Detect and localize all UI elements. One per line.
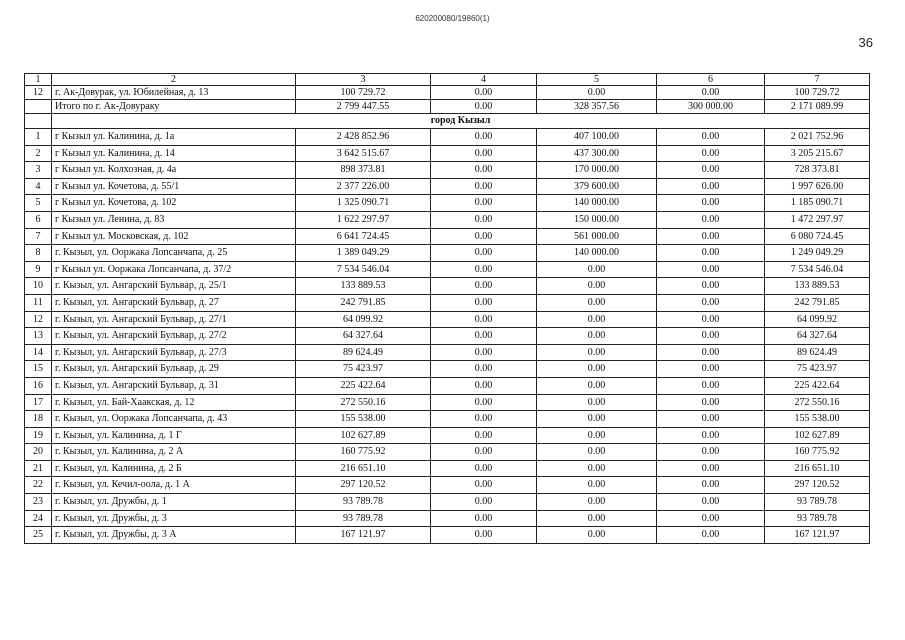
cell-col4: 0.00 [431, 278, 537, 295]
row-number: 8 [25, 245, 52, 262]
cell-col3: 64 327.64 [296, 328, 431, 345]
cell-col6: 0.00 [657, 361, 765, 378]
cell-col7: 102 627.89 [765, 427, 870, 444]
table-row [25, 527, 870, 544]
row-number: 1 [25, 129, 52, 146]
cell-col3: 6 641 724.45 [296, 228, 431, 245]
cell-col7: 216 651.10 [765, 460, 870, 477]
cell-col4: 0.00 [431, 477, 537, 494]
cell-col5: 0.00 [537, 527, 657, 544]
cell-col5: 0.00 [537, 361, 657, 378]
cell-col5: 0.00 [537, 394, 657, 411]
cell-col5: 437 300.00 [537, 145, 657, 162]
cell-col3: 133 889.53 [296, 278, 431, 295]
cell-col5: 0.00 [537, 311, 657, 328]
row-number: 10 [25, 278, 52, 295]
row-number [25, 100, 52, 114]
cell-col5: 0.00 [537, 261, 657, 278]
cell-col3: 102 627.89 [296, 427, 431, 444]
table-body [25, 74, 870, 544]
row-number: 13 [25, 328, 52, 345]
row-number: 3 [25, 162, 52, 179]
row-number: 11 [25, 294, 52, 311]
cell-col6: 0.00 [657, 261, 765, 278]
row-number: 21 [25, 460, 52, 477]
row-address: г. Кызыл, ул. Дружбы, д. 1 [52, 494, 296, 511]
cell-col5: 150 000.00 [537, 211, 657, 228]
cell-col4: 0.00 [431, 211, 537, 228]
row-number: 25 [25, 527, 52, 544]
total-col3: 2 799 447.55 [296, 100, 431, 114]
cell-col5: 0.00 [537, 328, 657, 345]
cell-col4: 0.00 [431, 86, 537, 100]
cell-col3: 1 325 090.71 [296, 195, 431, 212]
column-number-row [25, 74, 870, 86]
cell-col3: 75 423.97 [296, 361, 431, 378]
row-address: г Кызыл ул. Ооржака Лопсанчапа, д. 37/2 [52, 261, 296, 278]
cell-col7: 89 624.49 [765, 344, 870, 361]
row-number: 12 [25, 86, 52, 100]
table-row [25, 477, 870, 494]
cell-col5: 0.00 [537, 427, 657, 444]
cell-col4: 0.00 [431, 228, 537, 245]
cell-col6: 0.00 [657, 394, 765, 411]
row-number: 9 [25, 261, 52, 278]
table-row [25, 178, 870, 195]
cell-col7: 1 185 090.71 [765, 195, 870, 212]
cell-col7: 242 791.85 [765, 294, 870, 311]
column-number: 6 [657, 74, 765, 86]
row-address: г. Кызыл, ул. Ангарский Бульвар, д. 31 [52, 377, 296, 394]
cell-col7: 75 423.97 [765, 361, 870, 378]
cell-col5: 0.00 [537, 460, 657, 477]
cell-col3: 297 120.52 [296, 477, 431, 494]
row-address: г. Кызыл, ул. Ооржака Лопсанчапа, д. 43 [52, 411, 296, 428]
page-number: 36 [858, 35, 873, 50]
cell-col5: 0.00 [537, 444, 657, 461]
cell-col3: 167 121.97 [296, 527, 431, 544]
cell-col6: 0.00 [657, 129, 765, 146]
row-number: 23 [25, 494, 52, 511]
cell-col4: 0.00 [431, 460, 537, 477]
cell-col4: 0.00 [431, 411, 537, 428]
cell-col4: 0.00 [431, 162, 537, 179]
row-address: г Кызыл ул. Кочетова, д. 55/1 [52, 178, 296, 195]
row-address: г. Кызыл, ул. Ангарский Бульвар, д. 25/1 [52, 278, 296, 295]
cell-col5: 561 000.00 [537, 228, 657, 245]
column-number: 1 [25, 74, 52, 86]
cell-col4: 0.00 [431, 344, 537, 361]
row-address: г. Кызыл, ул. Бай-Хаакская, д. 12 [52, 394, 296, 411]
cell-col6: 0.00 [657, 477, 765, 494]
row-number: 19 [25, 427, 52, 444]
cell-col5: 0.00 [537, 377, 657, 394]
column-number: 7 [765, 74, 870, 86]
cell-col6: 0.00 [657, 178, 765, 195]
row-address: г. Кызыл, ул. Ангарский Бульвар, д. 27/1 [52, 311, 296, 328]
table-row [25, 294, 870, 311]
row-number: 7 [25, 228, 52, 245]
row-number: 17 [25, 394, 52, 411]
table-row [25, 245, 870, 262]
cell-col3: 89 624.49 [296, 344, 431, 361]
total-col6: 300 000.00 [657, 100, 765, 114]
cell-col7: 728 373.81 [765, 162, 870, 179]
cell-col5: 140 000.00 [537, 245, 657, 262]
table-row [25, 261, 870, 278]
cell-col6: 0.00 [657, 527, 765, 544]
cell-col3: 93 789.78 [296, 494, 431, 511]
table-row [25, 460, 870, 477]
cell-col5: 0.00 [537, 411, 657, 428]
table-row [25, 444, 870, 461]
section-spacer [25, 114, 52, 129]
cell-col5: 0.00 [537, 86, 657, 100]
cell-col7: 93 789.78 [765, 494, 870, 511]
table-row [25, 427, 870, 444]
row-address: г. Кызыл, ул. Дружбы, д. 3 А [52, 527, 296, 544]
cell-col7: 93 789.78 [765, 510, 870, 527]
row-address: г. Кызыл, ул. Кечил-оола, д. 1 А [52, 477, 296, 494]
cell-col4: 0.00 [431, 178, 537, 195]
cell-col4: 0.00 [431, 129, 537, 146]
cell-col3: 1 622 297.97 [296, 211, 431, 228]
cell-col6: 0.00 [657, 427, 765, 444]
cell-col7: 3 205 215.67 [765, 145, 870, 162]
total-col7: 2 171 089.99 [765, 100, 870, 114]
row-address: г Кызыл ул. Колхозная, д. 4а [52, 162, 296, 179]
row-address: г. Кызыл, ул. Калинина, д. 2 А [52, 444, 296, 461]
cell-col7: 155 538.00 [765, 411, 870, 428]
data-table [24, 73, 870, 544]
cell-col3: 3 642 515.67 [296, 145, 431, 162]
section-row [25, 114, 870, 129]
cell-col5: 0.00 [537, 278, 657, 295]
cell-col4: 0.00 [431, 527, 537, 544]
table-row [25, 377, 870, 394]
table-row [25, 278, 870, 295]
table-row [25, 344, 870, 361]
cell-col6: 0.00 [657, 411, 765, 428]
table-row [25, 86, 870, 100]
table-row [25, 510, 870, 527]
total-col5: 328 357.56 [537, 100, 657, 114]
row-number: 16 [25, 377, 52, 394]
cell-col7: 167 121.97 [765, 527, 870, 544]
table-row [25, 311, 870, 328]
row-address: г. Кызыл, ул. Калинина, д. 2 Б [52, 460, 296, 477]
row-number: 18 [25, 411, 52, 428]
table-row [25, 361, 870, 378]
cell-col5: 170 000.00 [537, 162, 657, 179]
row-address: г Кызыл ул. Калинина, д. 1а [52, 129, 296, 146]
table-row [25, 129, 870, 146]
table-row [25, 211, 870, 228]
total-label: Итого по г. Ак-Довураку [52, 100, 296, 114]
cell-col3: 272 550.16 [296, 394, 431, 411]
row-number: 12 [25, 311, 52, 328]
cell-col7: 133 889.53 [765, 278, 870, 295]
row-address: г. Кызыл, ул. Ангарский Бульвар, д. 27/3 [52, 344, 296, 361]
cell-col7: 64 099.92 [765, 311, 870, 328]
row-number: 22 [25, 477, 52, 494]
row-address: г Кызыл ул. Ленина, д. 83 [52, 211, 296, 228]
cell-col4: 0.00 [431, 444, 537, 461]
cell-col5: 0.00 [537, 510, 657, 527]
cell-col6: 0.00 [657, 245, 765, 262]
cell-col4: 0.00 [431, 394, 537, 411]
row-address: г Кызыл ул. Кочетова, д. 102 [52, 195, 296, 212]
cell-col3: 216 651.10 [296, 460, 431, 477]
cell-col6: 0.00 [657, 444, 765, 461]
cell-col6: 0.00 [657, 228, 765, 245]
cell-col4: 0.00 [431, 427, 537, 444]
cell-col7: 1 249 049.29 [765, 245, 870, 262]
cell-col6: 0.00 [657, 460, 765, 477]
row-address: г. Кызыл, ул. Дружбы, д. 3 [52, 510, 296, 527]
row-number: 14 [25, 344, 52, 361]
column-number: 3 [296, 74, 431, 86]
cell-col6: 0.00 [657, 278, 765, 295]
cell-col4: 0.00 [431, 311, 537, 328]
cell-col6: 0.00 [657, 86, 765, 100]
document-id: 620200080/19860(1) [415, 14, 490, 23]
cell-col3: 1 389 049.29 [296, 245, 431, 262]
cell-col6: 0.00 [657, 510, 765, 527]
cell-col6: 0.00 [657, 145, 765, 162]
column-number: 2 [52, 74, 296, 86]
row-address: г Кызыл ул. Калинина, д. 14 [52, 145, 296, 162]
cell-col5: 0.00 [537, 294, 657, 311]
cell-col3: 2 428 852.96 [296, 129, 431, 146]
cell-col7: 272 550.16 [765, 394, 870, 411]
table-row [25, 328, 870, 345]
cell-col4: 0.00 [431, 261, 537, 278]
row-address: г. Кызыл, ул. Ооржака Лопсанчапа, д. 25 [52, 245, 296, 262]
cell-col4: 0.00 [431, 494, 537, 511]
cell-col4: 0.00 [431, 145, 537, 162]
column-number: 5 [537, 74, 657, 86]
cell-col3: 225 422.64 [296, 377, 431, 394]
cell-col7: 225 422.64 [765, 377, 870, 394]
cell-col5: 0.00 [537, 494, 657, 511]
table-row [25, 145, 870, 162]
cell-col3: 7 534 546.04 [296, 261, 431, 278]
cell-col4: 0.00 [431, 245, 537, 262]
cell-col3: 2 377 226.00 [296, 178, 431, 195]
cell-col4: 0.00 [431, 361, 537, 378]
table-row [25, 195, 870, 212]
row-number: 15 [25, 361, 52, 378]
table-row [25, 228, 870, 245]
row-address: г. Кызыл, ул. Ангарский Бульвар, д. 29 [52, 361, 296, 378]
total-col4: 0.00 [431, 100, 537, 114]
cell-col3: 242 791.85 [296, 294, 431, 311]
cell-col7: 64 327.64 [765, 328, 870, 345]
cell-col6: 0.00 [657, 344, 765, 361]
cell-col6: 0.00 [657, 195, 765, 212]
cell-col6: 0.00 [657, 211, 765, 228]
cell-col7: 160 775.92 [765, 444, 870, 461]
cell-col6: 0.00 [657, 377, 765, 394]
row-address: г. Кызыл, ул. Ангарский Бульвар, д. 27/2 [52, 328, 296, 345]
table-row [25, 394, 870, 411]
row-number: 20 [25, 444, 52, 461]
cell-col7: 100 729.72 [765, 86, 870, 100]
cell-col4: 0.00 [431, 328, 537, 345]
row-number: 24 [25, 510, 52, 527]
cell-col6: 0.00 [657, 311, 765, 328]
cell-col7: 7 534 546.04 [765, 261, 870, 278]
cell-col7: 1 472 297.97 [765, 211, 870, 228]
cell-col6: 0.00 [657, 494, 765, 511]
cell-col5: 0.00 [537, 344, 657, 361]
cell-col7: 6 080 724.45 [765, 228, 870, 245]
cell-col3: 100 729.72 [296, 86, 431, 100]
row-address: г Кызыл ул. Московская, д. 102 [52, 228, 296, 245]
cell-col7: 297 120.52 [765, 477, 870, 494]
cell-col4: 0.00 [431, 294, 537, 311]
table-row [25, 494, 870, 511]
cell-col6: 0.00 [657, 294, 765, 311]
cell-col7: 2 021 752.96 [765, 129, 870, 146]
cell-col3: 898 373.81 [296, 162, 431, 179]
total-row [25, 100, 870, 114]
cell-col4: 0.00 [431, 377, 537, 394]
cell-col6: 0.00 [657, 162, 765, 179]
cell-col4: 0.00 [431, 510, 537, 527]
row-address: г. Кызыл, ул. Калинина, д. 1 Г [52, 427, 296, 444]
cell-col6: 0.00 [657, 328, 765, 345]
cell-col3: 64 099.92 [296, 311, 431, 328]
section-title: город Кызыл [52, 114, 870, 129]
cell-col7: 1 997 626.00 [765, 178, 870, 195]
table-row [25, 162, 870, 179]
cell-col3: 155 538.00 [296, 411, 431, 428]
row-number: 5 [25, 195, 52, 212]
cell-col3: 160 775.92 [296, 444, 431, 461]
row-address: г. Ак-Довурак, ул. Юбилейная, д. 13 [52, 86, 296, 100]
cell-col4: 0.00 [431, 195, 537, 212]
cell-col3: 93 789.78 [296, 510, 431, 527]
cell-col5: 407 100.00 [537, 129, 657, 146]
table-row [25, 411, 870, 428]
column-number: 4 [431, 74, 537, 86]
cell-col5: 140 000.00 [537, 195, 657, 212]
row-number: 6 [25, 211, 52, 228]
row-number: 4 [25, 178, 52, 195]
row-number: 2 [25, 145, 52, 162]
cell-col5: 379 600.00 [537, 178, 657, 195]
row-address: г. Кызыл, ул. Ангарский Бульвар, д. 27 [52, 294, 296, 311]
cell-col5: 0.00 [537, 477, 657, 494]
